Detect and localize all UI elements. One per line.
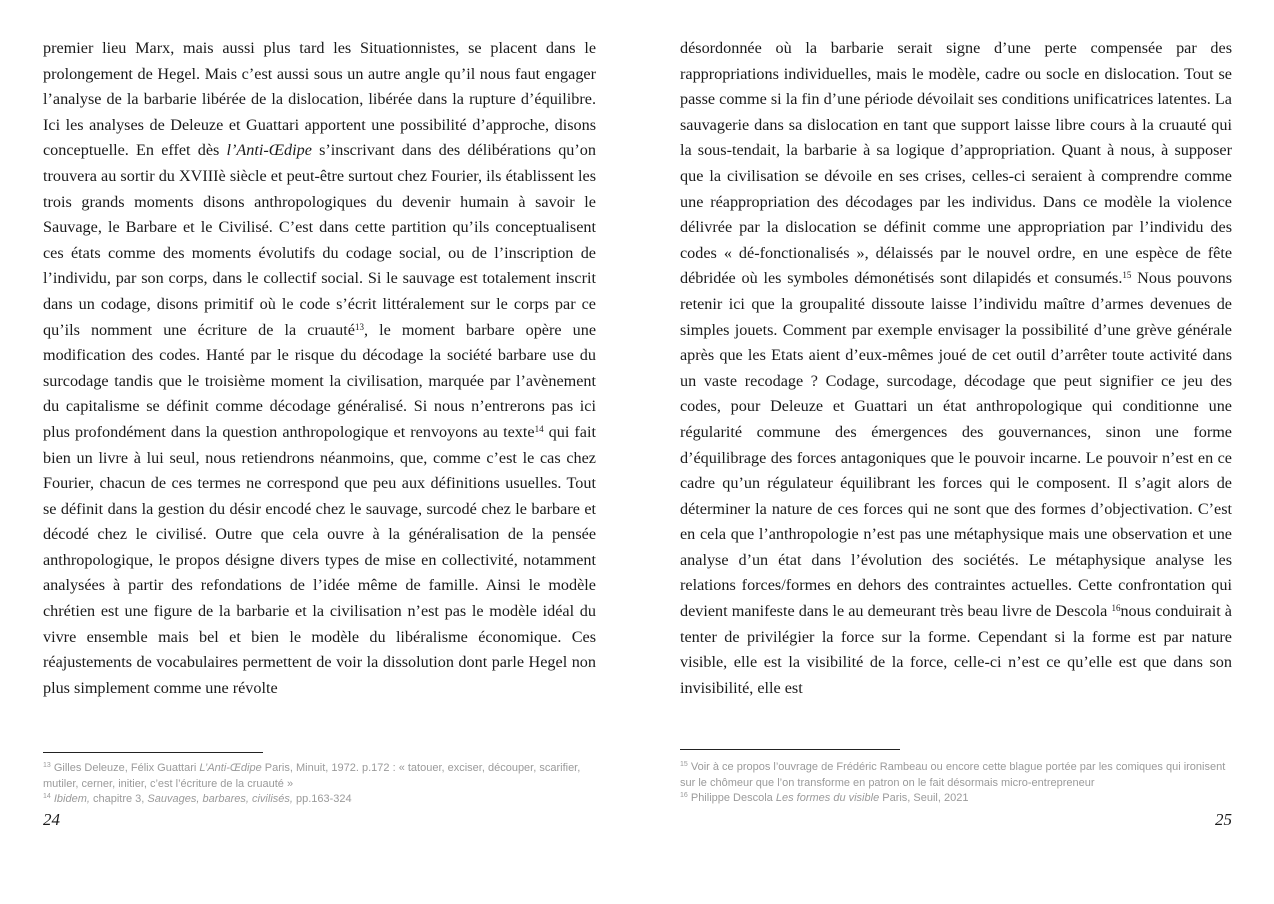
text-run: premier lieu Marx, mais aussi plus tard les Situationnistes, se placent dans le prolongement de Hegel. Mais c’est aussi sous un autre angle qu’il nous faut engager l’analyse de la barbarie libérée de la dislocation, libérée dans la rupture d’équilibre. Ici les analyses de Deleuze et Guattari apportent une possibilité d’approche, disons conceptuelle. En effet dès: [43, 39, 596, 160]
left-footnotes: [43, 761, 596, 808]
right-footnote-rule: [680, 749, 900, 750]
text-run: nous conduirait à tenter de privilégier la force sur la forme. Cependant si la forme est par nature visible, elle est la visibilité de la force, celle-ci n’est ce qu’elle est que dans son invisibilité, elle est: [680, 602, 1232, 697]
text-run: s’inscrivant dans des délibérations qu’on trouvera au sortir du XVIIIè siècle et peut-être surtout chez Fourier, ils établissent les trois grands moments disons anthropologiques du devenir humain à savoir le Sauvage, le Barbare et le Civilisé. C’est dans cette partition qu’ils conceptualisent ces états comme des moments évolutifs du codage social, ou de l’inscription de l’individu, par son corps, dans le collectif social. Si le sauvage est totalement inscrit dans un codage, disons primitif où le code s’écrit littéralement sur le corps par ce qu’ils nomment une écriture de la cruauté: [43, 141, 596, 339]
text-run: , le moment barbare opère une modification des codes. Hanté par le risque du décodage la société barbare use du surcodage tandis que le troisième moment la civilisation, marquée par l’avènement du capitalisme se définit comme décodage généralisé. Si nous n’entrerons pas ici plus profondément dans la question anthropologique et renvoyons au texte: [43, 320, 597, 441]
text-run: Philippe Descola: [687, 792, 776, 804]
text-run: Paris, Minuit, 1972. p.172 : « tatouer, exciser, découper, scarifier, mutiler, cerner, initier, c’est l’écriture de la cruauté »: [43, 762, 581, 790]
text-run: chapitre 3,: [89, 793, 148, 805]
text-run: qui fait bien un livre à lui seul, nous retiendrons néanmoins, que, comme c’est le cas chez Fourier, chacun de ces termes ne correspond que peu aux définitions usuelles. Tout se définit dans la gestion du désir encodé chez le sauvage, surcodé chez le barbare et décodé chez le civilisé. Outre que cela ouvre à la généralisation de la pensée anthropologique, le propos désigne divers types de mise en collectivité, notamment analysées à partir des refondations de l’idée même de famille. Ainsi le modèle chrétien est une figure de la barbarie et la civilisation n’est pas le modèle idéal du vivre ensemble mais bel et bien le modèle du libéralisme économique. Ces réajustements de vocabulaires permettent de voir la dissolution dont parle Hegel non plus simplement comme une révolte: [43, 422, 596, 697]
footnote-15: [680, 760, 1232, 791]
text-run: pp.163-324: [292, 793, 352, 805]
page-number-left: 24: [43, 810, 60, 829]
footnote-14: [43, 792, 596, 808]
text-run: désordonnée où la barbarie serait signe d’une perte compensée par des rappropriations individuelles, mais le modèle, cadre ou socle en dislocation. Tout se passe comme si la fin d’une période dévoilait ses conditions unificatrices latentes. La sauvagerie dans sa dislocation en tant que support laisse libre cours à la cruauté qui la sous-tendait, la barbarie à sa logique d’appropriation. Quant à nous, à supposer que la civilisation se dévoile en ses crises, celles-ci seraient à comprendre comme une réappropriation des décodages par les individus. Dans ce modèle la violence délivrée par la dislocation se définit comme une appropriation par l’individu des codes « dé-fonctionalisés », délaissés par le nouvel ordre, en une espèce de fête débridée où les symboles démonétisés sont dilapidés et consumés.: [680, 39, 1232, 288]
footnote-reference: 13: [354, 321, 364, 332]
text-run: Nous pouvons retenir ici que la groupalité dissoute laisse l’individu maître d’armes devenues de simples jouets. Comment par exemple envisager la possibilité d’une grève générale après que les Etats aient d’eux-mêmes joué de cet outil d’arrêter toute activité dans un vaste recodage ? Codage, surcodage, décodage que peut signifier ce jeu des codes, pour Deleuze et Guattari un état anthropologique qui conditionne une régularité commune des émergences des gouvernances, sinon une forme d’équilibrage des forces antagoniques que le pouvoir incarne. Le pouvoir n’est en ce cadre qu’un régulateur équilibrant les forces qui le composent. Il s’agit alors de déterminer la nature de ces forces qui ne sont que des formes d’objectivation. C’est en cela que l’anthropologie n’est pas une métaphysique mais une observation et une analyse d’un état dans l’évolution des sociétés. Le métaphysique analyse les relations forces/formes en dehors des contraintes actuelles. Cette confrontation qui devient manifeste dans le au demeurant très beau livre de Descola: [680, 269, 1232, 621]
italic-title: Sauvages, barbares, civilisés,: [147, 793, 293, 805]
italic-title: L’Anti-Œdipe: [199, 762, 262, 774]
footnote-reference: 13: [43, 762, 51, 769]
footnote-reference: 16: [1111, 603, 1121, 614]
footnote-reference: 15: [1122, 270, 1132, 281]
right-body-paragraph: [680, 36, 1232, 701]
text-run: Voir à ce propos l’ouvrage de Frédéric Rambeau ou encore cette blague portée par les comiques qui ironisent sur le chômeur que l’on transforme en patron on le fait désormais micro-entrepreneur: [680, 761, 1226, 789]
italic-title: Les formes du visible: [775, 792, 880, 804]
left-footnote-rule: [43, 752, 263, 753]
left-body-paragraph: [43, 36, 596, 701]
footnote-13: [43, 761, 596, 792]
footnote-reference: 15: [680, 761, 688, 768]
text-run: Gilles Deleuze, Félix Guattari: [50, 762, 200, 774]
right-page: [680, 36, 1232, 701]
italic-title: l’Anti-Œdipe: [226, 141, 312, 160]
footnote-reference: 14: [534, 423, 544, 434]
left-page: [43, 36, 596, 701]
italic-title: Ibidem,: [53, 793, 90, 805]
footnote-reference: 14: [43, 793, 51, 800]
footnote-16: [680, 791, 1232, 807]
page-number-right: 25: [1215, 810, 1232, 829]
right-footnotes: [680, 760, 1232, 807]
footnote-reference: 16: [680, 792, 688, 799]
text-run: Paris, Seuil, 2021: [879, 792, 969, 804]
